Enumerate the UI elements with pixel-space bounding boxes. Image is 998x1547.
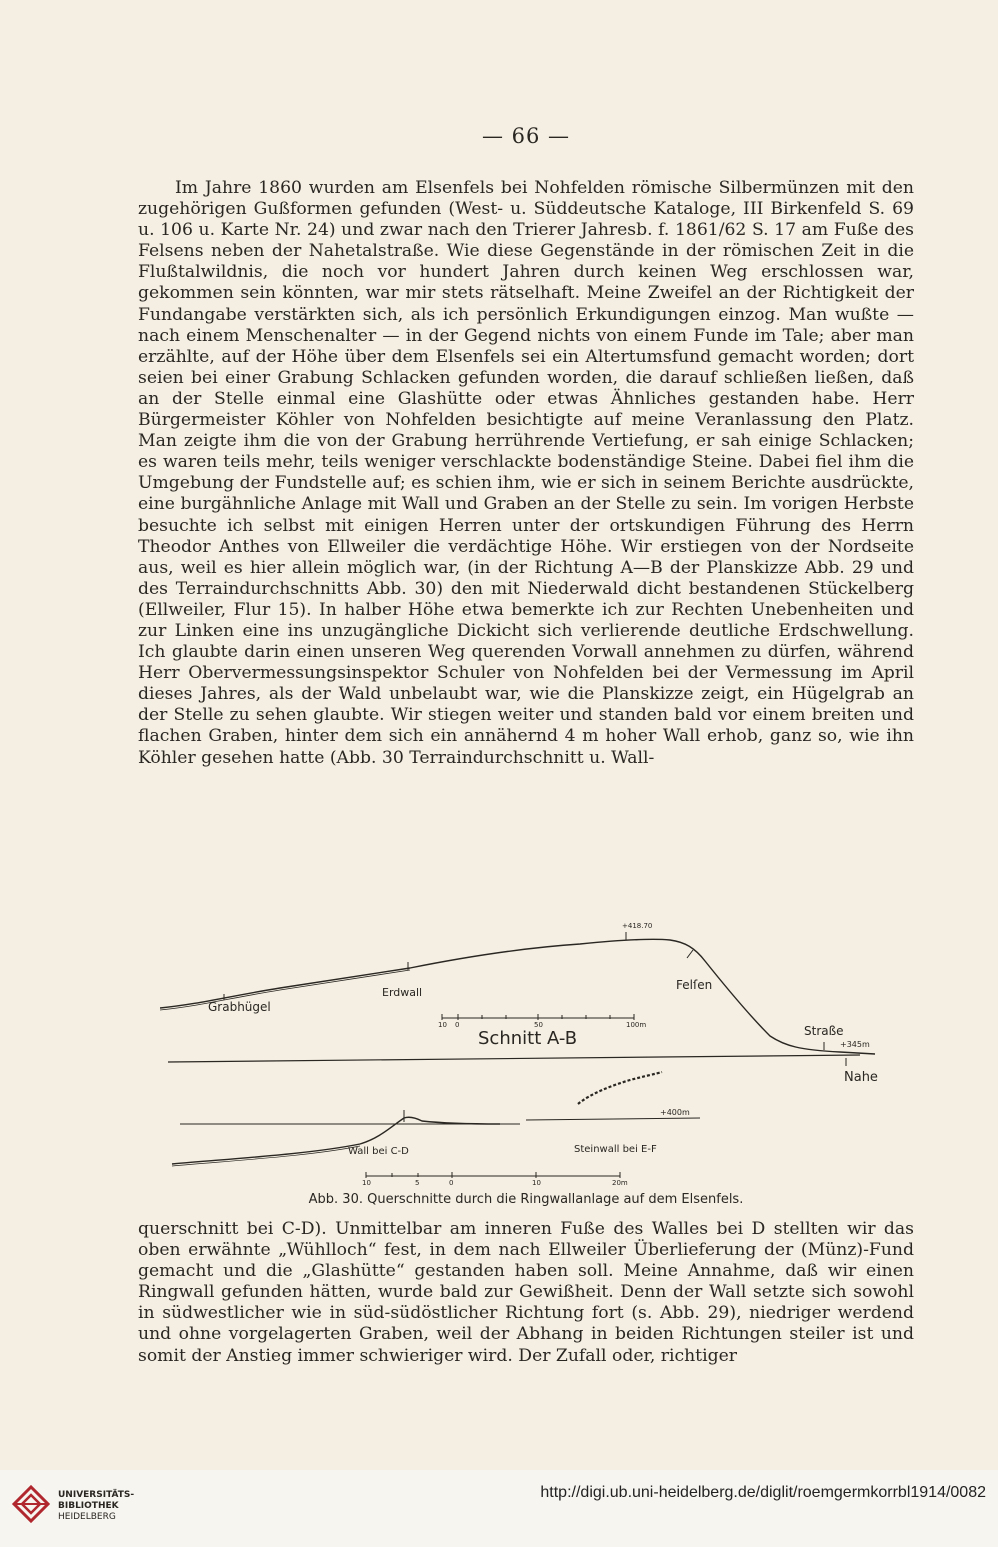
scale1-tick: 50 [534, 1021, 543, 1029]
figure-cross-sections [160, 922, 920, 1188]
body-paragraph-2: querschnitt bei C-D). Unmittelbar am inneren Fuße des Walles bei D stellten wir das oben erwähnte „Wühlloch“ fest, in dem nach Ellweiler Überlieferung der (Münz)-Fund gemacht und die „Glashütte“ gestanden haben soll. Meine Annahme, daß wir einen Ringwall gefunden hätten, wurde bald zur Gewißheit. Denn der Wall setzte sich sowohl in südwestlicher wie in süd-südöstlicher Richtung fort (s. Abb. 29), niedriger werdend und ohne vorgelagerten Graben, weil der Abhang in beiden Richtungen steiler ist und somit der Anstieg immer schwieriger wird. Der Zufall oder, richtiger [138, 1219, 914, 1366]
steinwall-ef-baseline [526, 1118, 700, 1120]
scale1-tick: 10 [438, 1021, 447, 1029]
baseline-ab [168, 1055, 860, 1062]
library-name [58, 1490, 134, 1523]
scale2-tick: 10 [532, 1179, 541, 1187]
label-strasse: Straße [804, 1024, 844, 1038]
scale1-tick: 0 [455, 1021, 460, 1029]
footer-bar [0, 1470, 998, 1547]
university-library-logo-icon [10, 1484, 52, 1524]
label-felsen: Felſen [676, 978, 713, 992]
label-nahe: Nahe [844, 1070, 878, 1085]
label-wall-elevation: +400m [660, 1108, 690, 1117]
scale1-tick: 100m [626, 1021, 647, 1029]
library-name-line: UNIVERSITÄTS- [58, 1490, 135, 1500]
label-erdwall: Erdwall [382, 986, 423, 999]
scale2-tick: 20m [612, 1179, 628, 1187]
label-wall-cd: Wall bei C-D [348, 1146, 409, 1157]
steinwall-ef-profile [578, 1072, 662, 1104]
library-name-line: BIBLIOTHEK [58, 1501, 119, 1511]
label-top-elevation: +418.70 [622, 922, 653, 930]
label-river-elevation: +345m [840, 1040, 870, 1049]
scale2-tick: 10 [362, 1179, 371, 1187]
body-paragraph-1: Im Jahre 1860 wurden am Elsenfels bei Nohfelden römische Silbermünzen mit den zugehörigen Gußformen gefunden (West- u. Süddeutsche Kataloge, III Birkenfeld S. 69 u. 106 u. Karte Nr. 24) und zwar nach den Trierer Jahresb. f. 1861/62 S. 17 am Fuße des Felsens neben der Nahetalstraße. Wie diese Gegenstände in der römischen Zeit in die Flußtalwildnis, die noch vor hundert Jahren durch keinen Weg erschlossen war, gekommen sein könnten, war mir stets rätselhaft. Meine Zweifel an der Richtigkeit der Fundangabe verstärkten sich, als ich persönlich Erkundigungen einzog. Man wußte — nach einem Menschenalter — in der Gegend nichts von einem Funde im Tale; aber man erzählte, auf der Höhe über dem Elsenfels sei ein Altertumsfund gemacht worden; dort seien bei einer Grabung Schlacken gefunden worden, die darauf schließen ließen, daß an der Stelle einmal eine Glashütte oder etwas Ähnliches gestanden habe. Herr Bürgermeister Köhler von Nohfelden besichtigte auf meine Veranlassung den Platz. Man zeigte ihm die von der Grabung herrührende Vertiefung, er sah einige Schlacken; es waren teils mehr, teils weniger verschlackte bodenständige Steine. Dabei fiel ihm die Umgebung der Fundstelle auf; es schien ihm, wie er sich in seinem Berichte ausdrückte, eine burgähnliche Anlage mit Wall und Graben an der Stelle zu sein. Im vorigen Herbste besuchte ich selbst mit einigen Herren unter der ortskundigen Führung des Herrn Theodor Anthes von Ellweiler die verdächtige Höhe. Wir erstiegen von der Nordseite aus, weil es hier allein möglich war, (in der Richtung A—B der Planskizze Abb. 29 und des Terraindurchschnitts Abb. 30) den mit Niederwald dicht bestandenen Stückelberg (Ellweiler, Flur 15). In halber Höhe etwa bemerkte ich zur Rechten Unebenheiten und zur Linken eine ins unzugängliche Dickicht sich verlierende deutliche Erdschwellung. Ich glaubte darin einen unseren Weg querenden Vorwall annehmen zu dürfen, während Herr Obervermessungsinspektor Schuler von Nohfelden bei der Vermessung im April dieses Jahres, als der Wald unbelaubt war, wie die Planskizze zeigt, ein Hügelgrab an der Stelle zu sehen glaubte. Wir stiegen weiter und standen bald vor einem breiten und flachen Graben, hinter dem sich ein annähernd 4 m hoher Wall erhob, ganz so, wie ihn Köhler gesehen hatte (Abb. 30 Terraindurchschnitt u. Wall- [138, 178, 914, 768]
source-url-link[interactable]: http://digi.ub.uni-heidelberg.de/diglit/roemgermkorrbl1914/0082 [540, 1484, 986, 1501]
cross-section-drawing [160, 926, 920, 1188]
label-grabhuegel: Grabhügel [208, 1000, 271, 1014]
label-section-title: Schnitt A-B [478, 1028, 578, 1049]
scale2-tick: 0 [449, 1179, 454, 1187]
label-steinwall-ef: Steinwall bei E-F [574, 1144, 657, 1155]
scale2-tick: 5 [415, 1179, 420, 1187]
figure-caption: Abb. 30. Querschnitte durch die Ringwallanlage auf dem Elsenfels. [308, 1192, 744, 1207]
library-name-line: HEIDELBERG [58, 1512, 116, 1522]
page-number: — 66 — [481, 124, 571, 148]
